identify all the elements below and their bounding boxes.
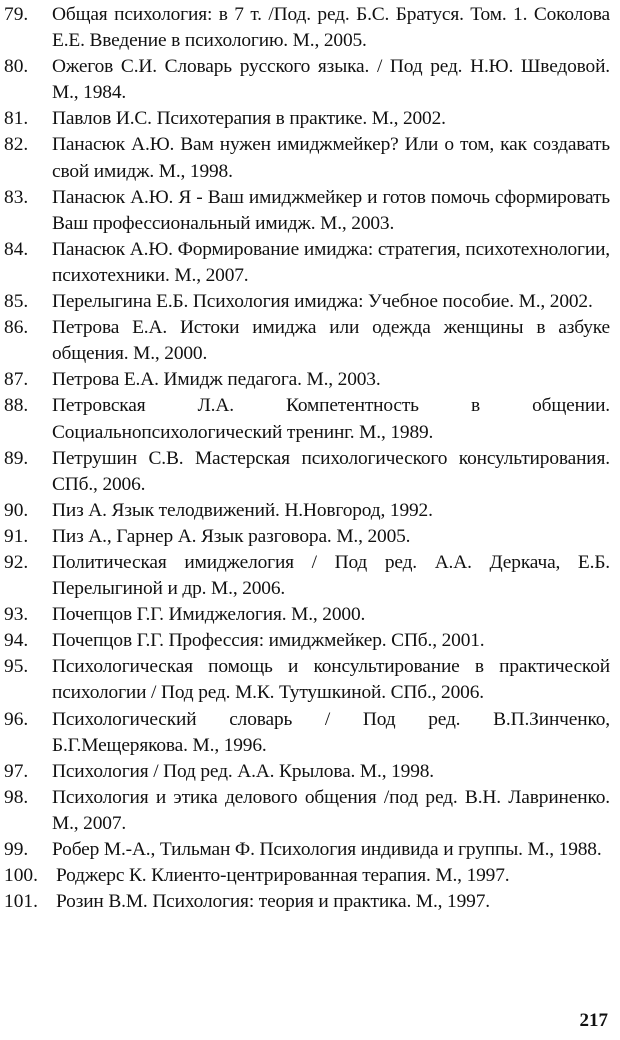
entry-number: 83. [4, 186, 29, 208]
entry-text: Психологический словарь / Под ред. В.П.Зинченко, Б.Г.Мещерякова. М., 1996. [52, 708, 610, 756]
entry-number: 87. [4, 369, 29, 391]
entry-text: Розин В.М. Психология: теория и практика. М., 1997. [56, 891, 490, 913]
entry-text: Пиз А. Язык телодвижений. Н.Новгород, 1992. [52, 499, 433, 521]
entry-number: 82. [4, 134, 29, 156]
entry-number: 85. [4, 291, 29, 313]
entry-text: Перелыгина Е.Б. Психология имиджа: Учебное пособие. М., 2002. [52, 291, 593, 313]
entry-text: Петровская Л.А. Компетентность в общении. Социальнопсихологический тренинг. М., 1989. [52, 395, 610, 443]
entry-text: Психология и этика делового общения /под ред. В.Н. Лавриненко. М., 2007. [52, 786, 610, 834]
entry-number: 93. [4, 604, 29, 626]
entry-text: Политическая имиджелогия / Под ред. А.А. Деркача, Е.Б. Перелыгиной и др. М., 2006. [52, 551, 610, 600]
bibliography-entry-84 [4, 237, 610, 289]
entry-text: Почепцов Г.Г. Профессия: имиджмейкер. СПб., 2001. [52, 630, 485, 652]
entry-number: 91. [4, 525, 29, 547]
entry-number: 86. [4, 317, 29, 339]
entry-number: 92. [4, 551, 29, 573]
entry-number: 88. [4, 395, 29, 417]
entry-text: Петрушин С.В. Мастерская психологического консультирования. СПб., 2006. [52, 447, 610, 495]
entry-number: 97. [4, 760, 29, 782]
bibliography-entry-90 [4, 498, 610, 524]
entry-text: Панасюк А.Ю. Я - Ваш имиджмейкер и готов помочь сформировать Ваш профессиональный имидж. М., 2003. [52, 186, 610, 234]
entry-number: 79. [4, 4, 29, 25]
entry-number: 81. [4, 108, 29, 130]
entry-text: Панасюк А.Ю. Формирование имиджа: стратегия, психотехнологии, психотехники. М., 2007. [52, 238, 610, 286]
entry-text: Почепцов Г.Г. Имиджелогия. М., 2000. [52, 604, 366, 626]
bibliography-entry-88 [4, 393, 610, 445]
entry-number: 98. [4, 786, 29, 808]
entry-number: 94. [4, 630, 29, 652]
entry-text: Пиз А., Гарнер А. Язык разговора. М., 2005. [52, 525, 411, 547]
bibliography-entry-93 [4, 602, 610, 628]
page-number: 217 [579, 1010, 608, 1031]
entry-number: 101. [4, 891, 38, 913]
entry-text: Общая психология: в 7 т. /Под. ред. Б.С. Братуся. Том. 1. Соколова Е.Е. Введение в психологию. М., 2005. [52, 4, 610, 52]
bibliography-entry-94 [4, 628, 610, 654]
bibliography-entry-97 [4, 759, 610, 785]
bibliography-entry-95 [4, 654, 610, 706]
entry-text: Робер М.-А., Тильман Ф. Психология индивида и группы. М., 1988. [52, 839, 602, 860]
entry-text: Павлов И.С. Психотерапия в практике. М., 2002. [52, 108, 446, 130]
entry-number: 100. [4, 865, 38, 887]
entry-text: Петрова Е.А. Имидж педагога. М., 2003. [52, 369, 381, 391]
entry-text: Петрова Е.А. Истоки имиджа или одежда женщины в азбуке общения. М., 2000. [52, 317, 610, 365]
bibliography-entry-79 [4, 2, 610, 54]
entry-text: Панасюк А.Ю. Вам нужен имиджмейкер? Или о том, как создавать свой имидж. М., 1998. [52, 134, 610, 182]
bibliography-entry-86 [4, 315, 610, 367]
entry-number: 96. [4, 708, 29, 730]
bibliography-entry-81 [4, 106, 610, 132]
bibliography-entry-91 [4, 524, 610, 550]
bibliography-entry-98 [4, 785, 610, 837]
bibliography-entry-82 [4, 132, 610, 184]
entry-number: 90. [4, 499, 29, 521]
entry-text: Роджерс К. Клиенто-центрированная терапия. М., 1997. [56, 865, 510, 887]
entry-number: 89. [4, 447, 29, 469]
bibliography-entry-89 [4, 446, 610, 498]
entry-text: Ожегов С.И. Словарь русского языка. / Под ред. Н.Ю. Шведовой. М., 1984. [52, 56, 610, 104]
bibliography-entry-99 [4, 837, 610, 863]
bibliography-entry-100 [4, 863, 610, 889]
bibliography-entry-87 [4, 367, 610, 393]
bibliography-entry-80 [4, 54, 610, 106]
bibliography-entry-85 [4, 289, 610, 315]
bibliography-entry-96 [4, 707, 610, 759]
bibliography-list [4, 2, 610, 915]
entry-text: Психологическая помощь и консультирование в практической психологии / Под ред. М.К. Тутушкиной. СПб., 2006. [52, 656, 610, 704]
bibliography-entry-83 [4, 185, 610, 237]
entry-number: 95. [4, 656, 29, 678]
entry-text: Психология / Под ред. А.А. Крылова. М., 1998. [52, 760, 434, 782]
bibliography-entry-92 [4, 550, 610, 602]
entry-number: 99. [4, 839, 29, 860]
entry-number: 84. [4, 238, 29, 260]
bibliography-entry-101 [4, 889, 610, 915]
entry-number: 80. [4, 56, 29, 78]
